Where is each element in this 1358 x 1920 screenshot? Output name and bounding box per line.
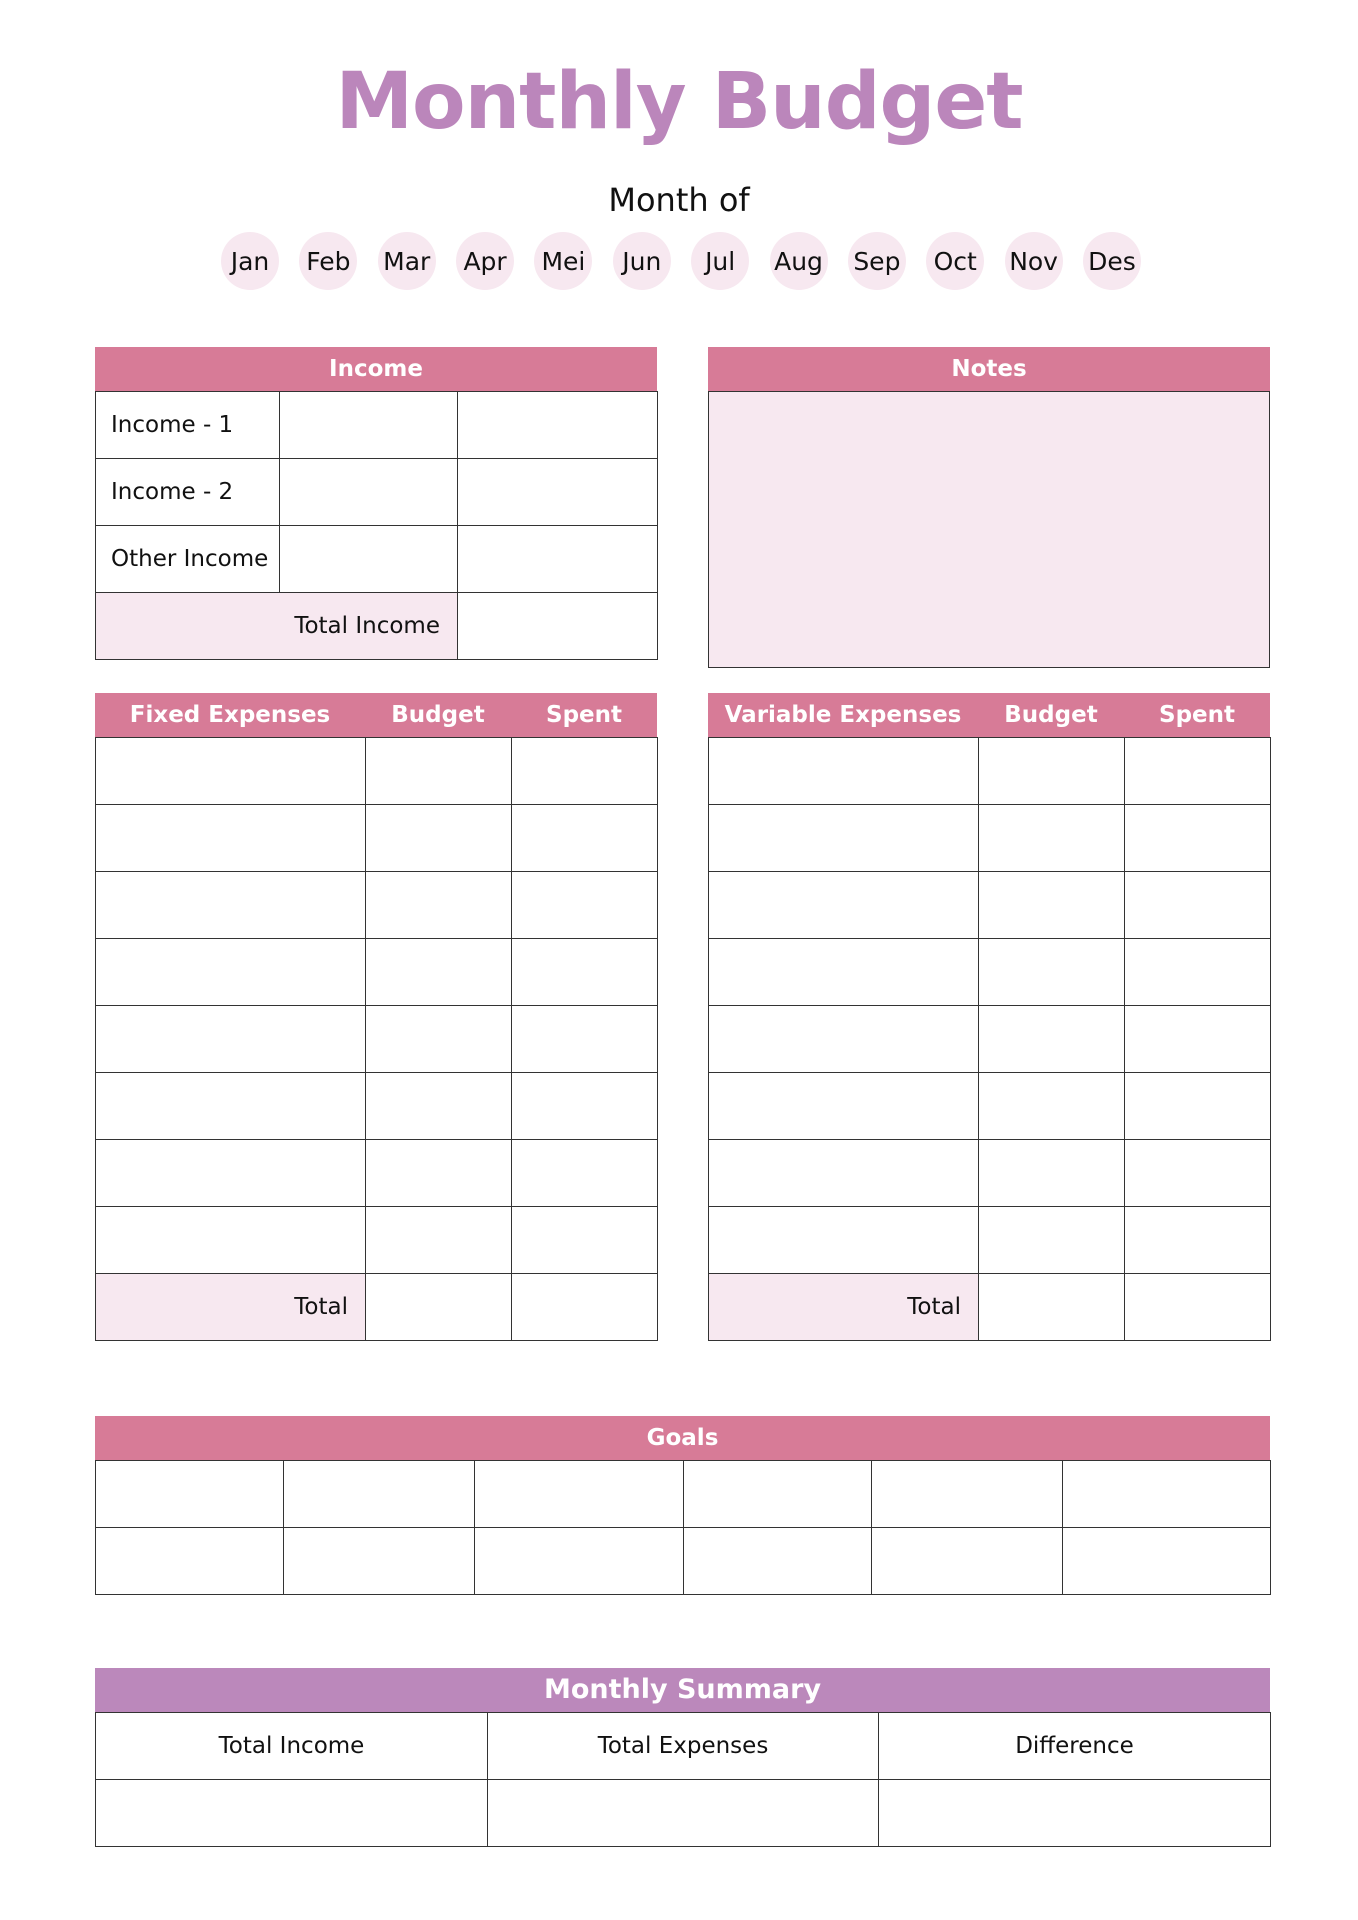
- fixed-budget-header: Budget: [391, 702, 485, 728]
- fixed-expense-cell[interactable]: [366, 738, 512, 805]
- variable-expense-cell[interactable]: [979, 872, 1125, 939]
- variable-expense-cell[interactable]: [709, 872, 979, 939]
- month-of-label: Month of: [608, 181, 750, 219]
- notes-area[interactable]: [708, 391, 1270, 668]
- fixed-total-budget-cell[interactable]: [366, 1274, 512, 1341]
- variable-expense-cell[interactable]: [709, 805, 979, 872]
- summary-difference-label: Difference: [879, 1713, 1271, 1780]
- variable-expense-cell[interactable]: [1125, 1207, 1271, 1274]
- variable-expenses-title: Variable Expenses: [724, 702, 962, 728]
- fixed-expense-cell[interactable]: [96, 1140, 366, 1207]
- fixed-total-spent-cell[interactable]: [512, 1274, 658, 1341]
- income-table: [95, 391, 658, 660]
- fixed-spent-header: Spent: [546, 702, 622, 728]
- goal-cell[interactable]: [284, 1461, 475, 1528]
- table-row: [96, 1713, 1271, 1780]
- fixed-expenses-panel: [95, 693, 657, 1341]
- summary-total-expenses-label: Total Expenses: [488, 1713, 879, 1780]
- fixed-expense-cell[interactable]: [96, 872, 366, 939]
- income-1-cell-a[interactable]: [280, 392, 458, 459]
- table-row: [96, 1274, 658, 1341]
- variable-expense-cell[interactable]: [979, 805, 1125, 872]
- fixed-expense-cell[interactable]: [96, 1073, 366, 1140]
- table-row: [96, 392, 658, 459]
- income-2-cell-a[interactable]: [280, 459, 458, 526]
- variable-spent-header: Spent: [1159, 702, 1235, 728]
- fixed-expense-cell[interactable]: [366, 1073, 512, 1140]
- total-income-label: Total Income: [96, 593, 458, 660]
- table-row: [96, 526, 658, 593]
- summary-total-income-cell[interactable]: [96, 1780, 488, 1847]
- variable-expense-cell[interactable]: [1125, 1006, 1271, 1073]
- month-selector: [221, 232, 1141, 290]
- variable-expense-cell[interactable]: [709, 1207, 979, 1274]
- variable-expenses-header: [708, 693, 1270, 737]
- month-jun[interactable]: Jun: [613, 232, 671, 290]
- goal-cell[interactable]: [96, 1528, 284, 1595]
- table-row: [709, 1006, 1271, 1073]
- table-row: [96, 1006, 658, 1073]
- table-row: [709, 1274, 1271, 1341]
- variable-expense-cell[interactable]: [1125, 1073, 1271, 1140]
- variable-total-spent-cell[interactable]: [1125, 1274, 1271, 1341]
- fixed-expense-cell[interactable]: [366, 1207, 512, 1274]
- table-row: [709, 1140, 1271, 1207]
- fixed-expense-cell[interactable]: [366, 1006, 512, 1073]
- goal-cell[interactable]: [1063, 1528, 1271, 1595]
- variable-expenses-table: [708, 737, 1271, 1341]
- goal-cell[interactable]: [1063, 1461, 1271, 1528]
- other-income-label: Other Income: [96, 526, 280, 593]
- table-row: [709, 805, 1271, 872]
- fixed-expense-cell[interactable]: [96, 805, 366, 872]
- month-mar[interactable]: Mar: [378, 232, 436, 290]
- table-row: [96, 872, 658, 939]
- variable-expense-cell[interactable]: [709, 738, 979, 805]
- table-row: [709, 872, 1271, 939]
- table-row: [709, 1073, 1271, 1140]
- variable-expense-cell[interactable]: [979, 1207, 1125, 1274]
- goals-panel: [95, 1416, 1270, 1595]
- income-panel: [95, 347, 657, 660]
- variable-expense-cell[interactable]: [979, 1073, 1125, 1140]
- month-aug[interactable]: Aug: [770, 232, 828, 290]
- goal-cell[interactable]: [475, 1461, 684, 1528]
- table-row: [96, 1461, 1271, 1528]
- goal-cell[interactable]: [96, 1461, 284, 1528]
- fixed-expense-cell[interactable]: [366, 1140, 512, 1207]
- income-2-label: Income - 2: [96, 459, 280, 526]
- notes-panel: [708, 347, 1270, 668]
- variable-expense-cell[interactable]: [1125, 738, 1271, 805]
- month-nov[interactable]: Nov: [1005, 232, 1063, 290]
- income-2-cell-b[interactable]: [458, 459, 658, 526]
- notes-header: Notes: [708, 347, 1270, 391]
- variable-expense-cell[interactable]: [979, 1006, 1125, 1073]
- goals-table: [95, 1460, 1271, 1595]
- summary-total-income-label: Total Income: [96, 1713, 488, 1780]
- variable-expense-cell[interactable]: [1125, 939, 1271, 1006]
- table-row: [709, 738, 1271, 805]
- month-oct[interactable]: Oct: [926, 232, 984, 290]
- table-row: [96, 939, 658, 1006]
- fixed-expense-cell[interactable]: [512, 1006, 658, 1073]
- table-row: [96, 805, 658, 872]
- fixed-expense-cell[interactable]: [512, 805, 658, 872]
- goal-cell[interactable]: [475, 1528, 684, 1595]
- monthly-summary-header: Monthly Summary: [95, 1668, 1270, 1712]
- fixed-expense-cell[interactable]: [366, 805, 512, 872]
- table-row: [96, 1780, 1271, 1847]
- month-des[interactable]: Des: [1083, 232, 1141, 290]
- variable-expense-cell[interactable]: [709, 1140, 979, 1207]
- fixed-expense-cell[interactable]: [366, 939, 512, 1006]
- table-row: [96, 1140, 658, 1207]
- month-mei[interactable]: Mei: [534, 232, 592, 290]
- variable-budget-header: Budget: [1004, 702, 1098, 728]
- fixed-expense-cell[interactable]: [512, 872, 658, 939]
- variable-expense-cell[interactable]: [709, 939, 979, 1006]
- table-row: [96, 1528, 1271, 1595]
- fixed-expense-cell[interactable]: [512, 939, 658, 1006]
- variable-total-budget-cell[interactable]: [979, 1274, 1125, 1341]
- income-1-cell-b[interactable]: [458, 392, 658, 459]
- variable-expense-cell[interactable]: [1125, 805, 1271, 872]
- goal-cell[interactable]: [284, 1528, 475, 1595]
- income-1-label: Income - 1: [96, 392, 280, 459]
- total-income-cell[interactable]: [458, 593, 658, 660]
- fixed-expense-cell[interactable]: [366, 872, 512, 939]
- fixed-expense-cell[interactable]: [96, 1207, 366, 1274]
- fixed-expense-cell[interactable]: [96, 1006, 366, 1073]
- fixed-expense-cell[interactable]: [512, 738, 658, 805]
- goal-cell[interactable]: [684, 1461, 872, 1528]
- fixed-expense-cell[interactable]: [512, 1140, 658, 1207]
- monthly-summary-table: [95, 1712, 1271, 1847]
- other-income-cell-a[interactable]: [280, 526, 458, 593]
- month-sep[interactable]: Sep: [848, 232, 906, 290]
- fixed-expense-cell[interactable]: [512, 1207, 658, 1274]
- month-jan[interactable]: Jan: [221, 232, 279, 290]
- variable-total-label: Total: [709, 1274, 979, 1341]
- variable-expense-cell[interactable]: [979, 1140, 1125, 1207]
- variable-expense-cell[interactable]: [709, 1006, 979, 1073]
- page-title: Monthly Budget: [335, 57, 1023, 147]
- summary-total-expenses-cell[interactable]: [488, 1780, 879, 1847]
- other-income-cell-b[interactable]: [458, 526, 658, 593]
- fixed-expenses-header: [95, 693, 657, 737]
- monthly-summary-panel: [95, 1668, 1270, 1847]
- goal-cell[interactable]: [872, 1528, 1063, 1595]
- month-apr[interactable]: Apr: [456, 232, 514, 290]
- variable-expense-cell[interactable]: [979, 939, 1125, 1006]
- fixed-expenses-title: Fixed Expenses: [129, 702, 331, 728]
- table-row: [709, 1207, 1271, 1274]
- table-row: [96, 1207, 658, 1274]
- goals-header: Goals: [95, 1416, 1270, 1460]
- variable-expense-cell[interactable]: [979, 738, 1125, 805]
- fixed-total-label: Total: [96, 1274, 366, 1341]
- summary-difference-cell[interactable]: [879, 1780, 1271, 1847]
- table-row: [96, 459, 658, 526]
- variable-expense-cell[interactable]: [1125, 872, 1271, 939]
- goal-cell[interactable]: [872, 1461, 1063, 1528]
- fixed-expenses-table: [95, 737, 658, 1341]
- table-row: [96, 738, 658, 805]
- goal-cell[interactable]: [684, 1528, 872, 1595]
- table-row: [96, 1073, 658, 1140]
- fixed-expense-cell[interactable]: [96, 738, 366, 805]
- fixed-expense-cell[interactable]: [96, 939, 366, 1006]
- variable-expense-cell[interactable]: [709, 1073, 979, 1140]
- table-row: [96, 593, 658, 660]
- income-header: Income: [95, 347, 657, 391]
- table-row: [709, 939, 1271, 1006]
- month-feb[interactable]: Feb: [299, 232, 357, 290]
- variable-expenses-panel: [708, 693, 1270, 1341]
- month-jul[interactable]: Jul: [691, 232, 749, 290]
- fixed-expense-cell[interactable]: [512, 1073, 658, 1140]
- variable-expense-cell[interactable]: [1125, 1140, 1271, 1207]
